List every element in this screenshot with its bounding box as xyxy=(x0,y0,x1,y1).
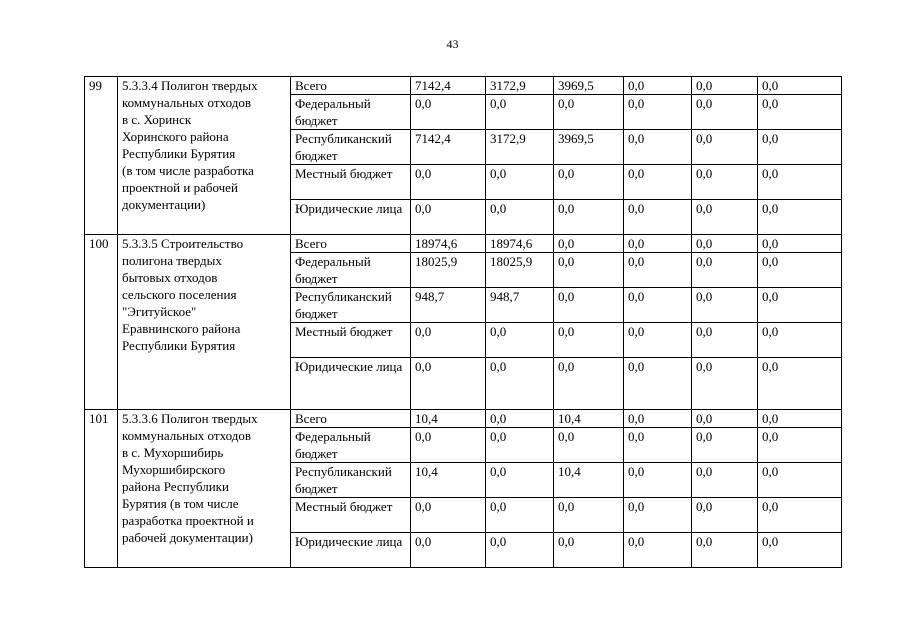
amount-cell: 0,0 xyxy=(758,533,842,568)
amount-cell: 0,0 xyxy=(758,165,842,200)
amount-cell: 0,0 xyxy=(554,428,624,463)
amount-cell: 0,0 xyxy=(411,533,486,568)
funding-source-cell: Федеральный бюджет xyxy=(291,428,411,463)
amount-cell: 0,0 xyxy=(692,463,758,498)
amount-cell: 3172,9 xyxy=(486,130,554,165)
amount-cell: 0,0 xyxy=(758,77,842,95)
funding-source-cell: Федеральный бюджет xyxy=(291,253,411,288)
amount-cell: 0,0 xyxy=(486,323,554,358)
amount-cell: 0,0 xyxy=(554,95,624,130)
row-number-cell: 99 xyxy=(85,77,118,235)
amount-cell: 0,0 xyxy=(554,200,624,235)
amount-cell: 0,0 xyxy=(486,428,554,463)
amount-cell: 0,0 xyxy=(411,428,486,463)
table-row xyxy=(85,235,842,253)
amount-cell: 0,0 xyxy=(624,77,692,95)
amount-cell: 0,0 xyxy=(692,95,758,130)
amount-cell: 0,0 xyxy=(758,428,842,463)
amount-cell: 948,7 xyxy=(486,288,554,323)
amount-cell: 0,0 xyxy=(758,95,842,130)
amount-cell: 0,0 xyxy=(758,498,842,533)
amount-cell: 0,0 xyxy=(758,463,842,498)
amount-cell: 0,0 xyxy=(554,533,624,568)
event-description-cell: 5.3.3.6 Полигон твердых коммунальных отходов в с. Мухоршибирь Мухоршибирского района Республики Бурятия (в том числе разработка проектной и рабочей документации) xyxy=(118,410,291,568)
amount-cell: 0,0 xyxy=(624,323,692,358)
amount-cell: 0,0 xyxy=(624,410,692,428)
row-number-cell: 100 xyxy=(85,235,118,410)
event-description-cell: 5.3.3.4 Полигон твердых коммунальных отходов в с. Хоринск Хоринского района Республики Бурятия (в том числе разработка проектной и рабочей документации) xyxy=(118,77,291,235)
amount-cell: 0,0 xyxy=(692,165,758,200)
funding-source-cell: Республиканский бюджет xyxy=(291,130,411,165)
amount-cell: 0,0 xyxy=(486,165,554,200)
amount-cell: 0,0 xyxy=(411,95,486,130)
amount-cell: 0,0 xyxy=(554,498,624,533)
amount-cell: 0,0 xyxy=(624,165,692,200)
amount-cell: 0,0 xyxy=(624,288,692,323)
amount-cell: 0,0 xyxy=(624,253,692,288)
amount-cell: 10,4 xyxy=(411,463,486,498)
amount-cell: 0,0 xyxy=(554,253,624,288)
amount-cell: 0,0 xyxy=(624,200,692,235)
funding-source-cell: Юридические лица xyxy=(291,533,411,568)
amount-cell: 0,0 xyxy=(486,358,554,410)
amount-cell: 0,0 xyxy=(486,410,554,428)
amount-cell: 0,0 xyxy=(692,235,758,253)
amount-cell: 0,0 xyxy=(411,165,486,200)
event-description-cell: 5.3.3.5 Строительство полигона твердых бытовых отходов сельского поселения "Эгитуйское" Еравнинского района Республики Бурятия xyxy=(118,235,291,410)
amount-cell: 3969,5 xyxy=(554,77,624,95)
amount-cell: 3969,5 xyxy=(554,130,624,165)
amount-cell: 0,0 xyxy=(411,200,486,235)
amount-cell: 0,0 xyxy=(624,358,692,410)
amount-cell: 18025,9 xyxy=(411,253,486,288)
amount-cell: 0,0 xyxy=(758,253,842,288)
amount-cell: 10,4 xyxy=(554,410,624,428)
amount-cell: 0,0 xyxy=(692,77,758,95)
funding-source-cell: Федеральный бюджет xyxy=(291,95,411,130)
funding-source-cell: Юридические лица xyxy=(291,200,411,235)
funding-source-cell: Всего xyxy=(291,410,411,428)
amount-cell: 0,0 xyxy=(411,358,486,410)
budget-table xyxy=(84,76,842,568)
amount-cell: 0,0 xyxy=(624,130,692,165)
table-row xyxy=(85,77,842,95)
amount-cell: 0,0 xyxy=(692,323,758,358)
amount-cell: 0,0 xyxy=(486,463,554,498)
amount-cell: 0,0 xyxy=(624,428,692,463)
amount-cell: 0,0 xyxy=(624,235,692,253)
table-row xyxy=(85,410,842,428)
amount-cell: 0,0 xyxy=(486,95,554,130)
amount-cell: 0,0 xyxy=(758,200,842,235)
amount-cell: 0,0 xyxy=(624,498,692,533)
amount-cell: 0,0 xyxy=(692,253,758,288)
amount-cell: 0,0 xyxy=(692,533,758,568)
funding-source-cell: Республиканский бюджет xyxy=(291,288,411,323)
amount-cell: 0,0 xyxy=(758,235,842,253)
amount-cell: 10,4 xyxy=(411,410,486,428)
amount-cell: 18974,6 xyxy=(486,235,554,253)
amount-cell: 7142,4 xyxy=(411,130,486,165)
amount-cell: 0,0 xyxy=(758,288,842,323)
amount-cell: 0,0 xyxy=(554,288,624,323)
amount-cell: 0,0 xyxy=(758,410,842,428)
amount-cell: 0,0 xyxy=(692,288,758,323)
page-number: 43 xyxy=(446,37,459,51)
funding-source-cell: Юридические лица xyxy=(291,358,411,410)
amount-cell: 3172,9 xyxy=(486,77,554,95)
amount-cell: 948,7 xyxy=(411,288,486,323)
amount-cell: 0,0 xyxy=(692,130,758,165)
funding-source-cell: Республиканский бюджет xyxy=(291,463,411,498)
funding-source-cell: Местный бюджет xyxy=(291,498,411,533)
amount-cell: 0,0 xyxy=(554,165,624,200)
row-number-cell: 101 xyxy=(85,410,118,568)
amount-cell: 18025,9 xyxy=(486,253,554,288)
amount-cell: 0,0 xyxy=(554,235,624,253)
amount-cell: 0,0 xyxy=(411,498,486,533)
funding-source-cell: Местный бюджет xyxy=(291,323,411,358)
amount-cell: 0,0 xyxy=(486,533,554,568)
amount-cell: 0,0 xyxy=(486,498,554,533)
amount-cell: 0,0 xyxy=(692,200,758,235)
amount-cell: 18974,6 xyxy=(411,235,486,253)
amount-cell: 0,0 xyxy=(624,95,692,130)
amount-cell: 0,0 xyxy=(692,358,758,410)
amount-cell: 0,0 xyxy=(692,428,758,463)
amount-cell: 0,0 xyxy=(624,463,692,498)
funding-source-cell: Всего xyxy=(291,77,411,95)
amount-cell: 0,0 xyxy=(758,130,842,165)
amount-cell: 10,4 xyxy=(554,463,624,498)
table-body xyxy=(85,77,842,568)
amount-cell: 0,0 xyxy=(624,533,692,568)
amount-cell: 0,0 xyxy=(692,498,758,533)
funding-source-cell: Всего xyxy=(291,235,411,253)
amount-cell: 7142,4 xyxy=(411,77,486,95)
amount-cell: 0,0 xyxy=(486,200,554,235)
amount-cell: 0,0 xyxy=(554,358,624,410)
amount-cell: 0,0 xyxy=(758,323,842,358)
amount-cell: 0,0 xyxy=(692,410,758,428)
amount-cell: 0,0 xyxy=(758,358,842,410)
amount-cell: 0,0 xyxy=(554,323,624,358)
funding-source-cell: Местный бюджет xyxy=(291,165,411,200)
amount-cell: 0,0 xyxy=(411,323,486,358)
